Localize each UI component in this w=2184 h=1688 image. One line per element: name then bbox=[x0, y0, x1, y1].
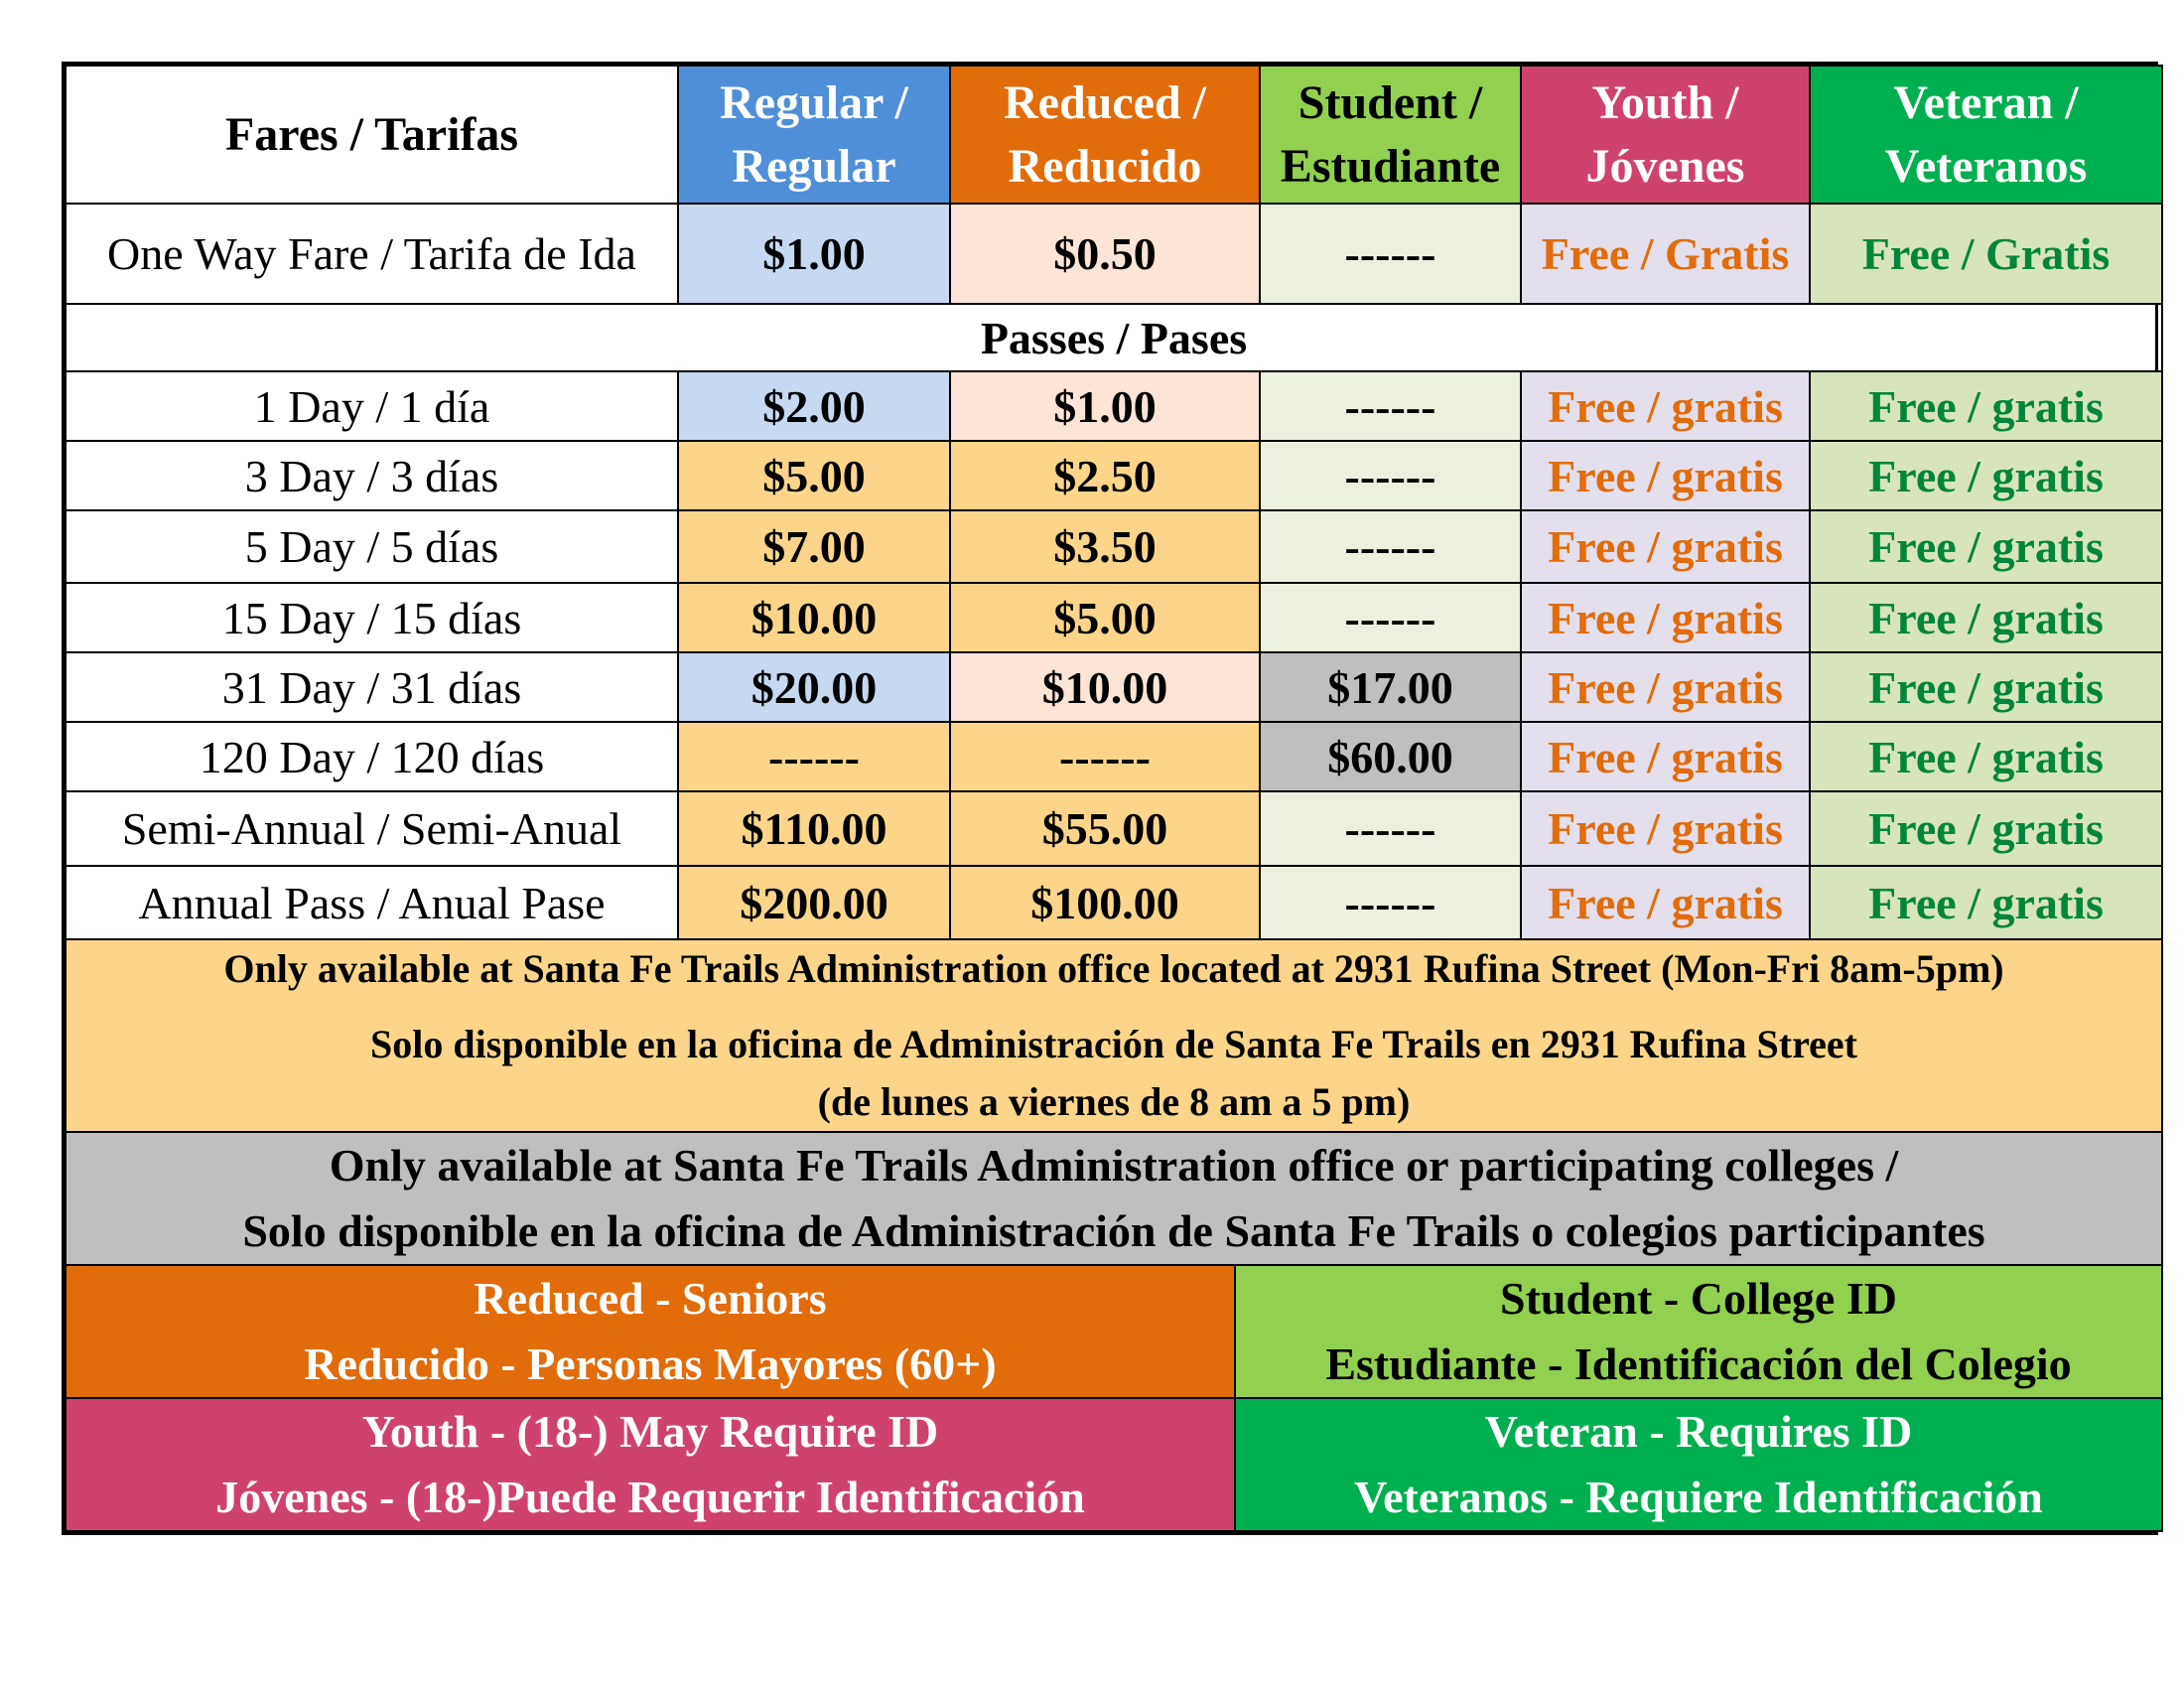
header-student-line-1: Student / bbox=[1297, 75, 1483, 129]
colleges-notice bbox=[66, 1132, 2162, 1265]
legend-table bbox=[65, 1264, 2163, 1532]
row-reduced: $2.50 bbox=[950, 441, 1260, 510]
fare-table-frame bbox=[62, 62, 2158, 1535]
table-row bbox=[66, 722, 2162, 791]
row-reduced: $10.00 bbox=[950, 652, 1260, 722]
header-student-line-2: Estudiante bbox=[1280, 139, 1501, 193]
header-fares: Fares / Tarifas bbox=[66, 66, 678, 204]
row-student: ------ bbox=[1260, 510, 1521, 583]
row-reduced: ------ bbox=[950, 722, 1260, 791]
legend-veteran bbox=[1235, 1398, 2162, 1531]
row-veteran: Free / gratis bbox=[1810, 866, 2162, 939]
one-way-student: ------ bbox=[1260, 204, 1521, 304]
admin-office-notice bbox=[66, 939, 2162, 1132]
colleges-notice-row bbox=[66, 1132, 2162, 1265]
row-regular: $5.00 bbox=[678, 441, 950, 510]
header-reduced bbox=[950, 66, 1260, 204]
one-way-label: One Way Fare / Tarifa de Ida bbox=[66, 204, 678, 304]
row-student: $17.00 bbox=[1260, 652, 1521, 722]
table-row bbox=[66, 441, 2162, 510]
row-youth: Free / gratis bbox=[1521, 791, 1810, 866]
header-veteran bbox=[1810, 66, 2162, 204]
row-reduced: $55.00 bbox=[950, 791, 1260, 866]
legend-reduced bbox=[66, 1265, 1235, 1398]
row-youth: Free / gratis bbox=[1521, 722, 1810, 791]
one-way-regular: $1.00 bbox=[678, 204, 950, 304]
row-regular: $20.00 bbox=[678, 652, 950, 722]
header-regular-line-1: Regular / bbox=[720, 75, 908, 129]
row-student: ------ bbox=[1260, 583, 1521, 652]
row-reduced: $5.00 bbox=[950, 583, 1260, 652]
header-youth-line-1: Youth / bbox=[1591, 75, 1739, 129]
one-way-youth: Free / Gratis bbox=[1521, 204, 1810, 304]
header-reduced-line-2: Reducido bbox=[1008, 139, 1202, 193]
header-veteran-line-1: Veteran / bbox=[1893, 75, 2079, 129]
row-veteran: Free / gratis bbox=[1810, 441, 2162, 510]
row-label: 31 Day / 31 días bbox=[66, 652, 678, 722]
table-row bbox=[66, 866, 2162, 939]
row-regular: $200.00 bbox=[678, 866, 950, 939]
row-veteran: Free / gratis bbox=[1810, 583, 2162, 652]
row-veteran: Free / gratis bbox=[1810, 371, 2162, 441]
row-regular: $10.00 bbox=[678, 583, 950, 652]
row-label: 15 Day / 15 días bbox=[66, 583, 678, 652]
passes-title: Passes / Pases bbox=[66, 304, 2162, 371]
one-way-veteran: Free / Gratis bbox=[1810, 204, 2162, 304]
colleges-notice-en: Only available at Santa Fe Trails Administration office or participating colleges / bbox=[329, 1140, 1899, 1191]
table-row bbox=[66, 791, 2162, 866]
row-student: $60.00 bbox=[1260, 722, 1521, 791]
legend-youth bbox=[66, 1398, 1235, 1531]
passes-title-row bbox=[66, 304, 2162, 371]
row-veteran: Free / gratis bbox=[1810, 652, 2162, 722]
row-veteran: Free / gratis bbox=[1810, 510, 2162, 583]
row-youth: Free / gratis bbox=[1521, 441, 1810, 510]
header-youth-line-2: Jóvenes bbox=[1585, 139, 1745, 193]
legend-reduced-en: Reduced - Seniors bbox=[474, 1273, 827, 1324]
row-label: Semi-Annual / Semi-Anual bbox=[66, 791, 678, 866]
row-youth: Free / gratis bbox=[1521, 510, 1810, 583]
admin-office-notice-es-2: (de lunes a viernes de 8 am a 5 pm) bbox=[817, 1079, 1411, 1124]
row-regular: $110.00 bbox=[678, 791, 950, 866]
row-youth: Free / gratis bbox=[1521, 652, 1810, 722]
colleges-notice-es: Solo disponible en la oficina de Administración de Santa Fe Trails o colegios participantes bbox=[242, 1205, 1985, 1256]
row-regular: $2.00 bbox=[678, 371, 950, 441]
row-label: 120 Day / 120 días bbox=[66, 722, 678, 791]
fare-table bbox=[65, 65, 2163, 1266]
row-youth: Free / gratis bbox=[1521, 371, 1810, 441]
row-youth: Free / gratis bbox=[1521, 583, 1810, 652]
header-regular-line-2: Regular bbox=[732, 139, 896, 193]
table-row bbox=[66, 510, 2162, 583]
row-student: ------ bbox=[1260, 371, 1521, 441]
table-row bbox=[66, 583, 2162, 652]
row-student: ------ bbox=[1260, 866, 1521, 939]
row-reduced: $100.00 bbox=[950, 866, 1260, 939]
legend-student-en: Student - College ID bbox=[1500, 1273, 1897, 1324]
legend-row bbox=[66, 1265, 2162, 1398]
row-veteran: Free / gratis bbox=[1810, 791, 2162, 866]
row-label: 5 Day / 5 días bbox=[66, 510, 678, 583]
table-row bbox=[66, 371, 2162, 441]
header-veteran-line-2: Veteranos bbox=[1884, 139, 2088, 193]
row-regular: ------ bbox=[678, 722, 950, 791]
legend-youth-es: Jóvenes - (18-)Puede Requerir Identificación bbox=[215, 1472, 1085, 1522]
row-label: 1 Day / 1 día bbox=[66, 371, 678, 441]
row-veteran: Free / gratis bbox=[1810, 722, 2162, 791]
legend-row bbox=[66, 1398, 2162, 1531]
header-youth bbox=[1521, 66, 1810, 204]
table-row bbox=[66, 652, 2162, 722]
row-reduced: $1.00 bbox=[950, 371, 1260, 441]
admin-office-notice-row bbox=[66, 939, 2162, 1132]
legend-student bbox=[1235, 1265, 2162, 1398]
row-student: ------ bbox=[1260, 791, 1521, 866]
one-way-row bbox=[66, 204, 2162, 304]
row-label: 3 Day / 3 días bbox=[66, 441, 678, 510]
admin-office-notice-es-1: Solo disponible en la oficina de Administración de Santa Fe Trails en 2931 Rufina Street bbox=[370, 1022, 1857, 1066]
row-youth: Free / gratis bbox=[1521, 866, 1810, 939]
row-reduced: $3.50 bbox=[950, 510, 1260, 583]
legend-veteran-en: Veteran - Requires ID bbox=[1484, 1406, 1913, 1457]
legend-veteran-es: Veteranos - Requiere Identificación bbox=[1354, 1472, 2043, 1522]
row-label: Annual Pass / Anual Pase bbox=[66, 866, 678, 939]
legend-student-es: Estudiante - Identificación del Colegio bbox=[1325, 1338, 2072, 1389]
legend-youth-en: Youth - (18-) May Require ID bbox=[361, 1406, 939, 1457]
header-student bbox=[1260, 66, 1521, 204]
header-regular bbox=[678, 66, 950, 204]
header-row bbox=[66, 66, 2162, 204]
one-way-reduced: $0.50 bbox=[950, 204, 1260, 304]
legend-reduced-es: Reducido - Personas Mayores (60+) bbox=[304, 1338, 997, 1389]
row-regular: $7.00 bbox=[678, 510, 950, 583]
header-reduced-line-1: Reduced / bbox=[1004, 75, 1206, 129]
admin-office-notice-en: Only available at Santa Fe Trails Administration office located at 2931 Rufina Street (Mon-Fri 8am-5pm) bbox=[223, 946, 2004, 991]
row-student: ------ bbox=[1260, 441, 1521, 510]
